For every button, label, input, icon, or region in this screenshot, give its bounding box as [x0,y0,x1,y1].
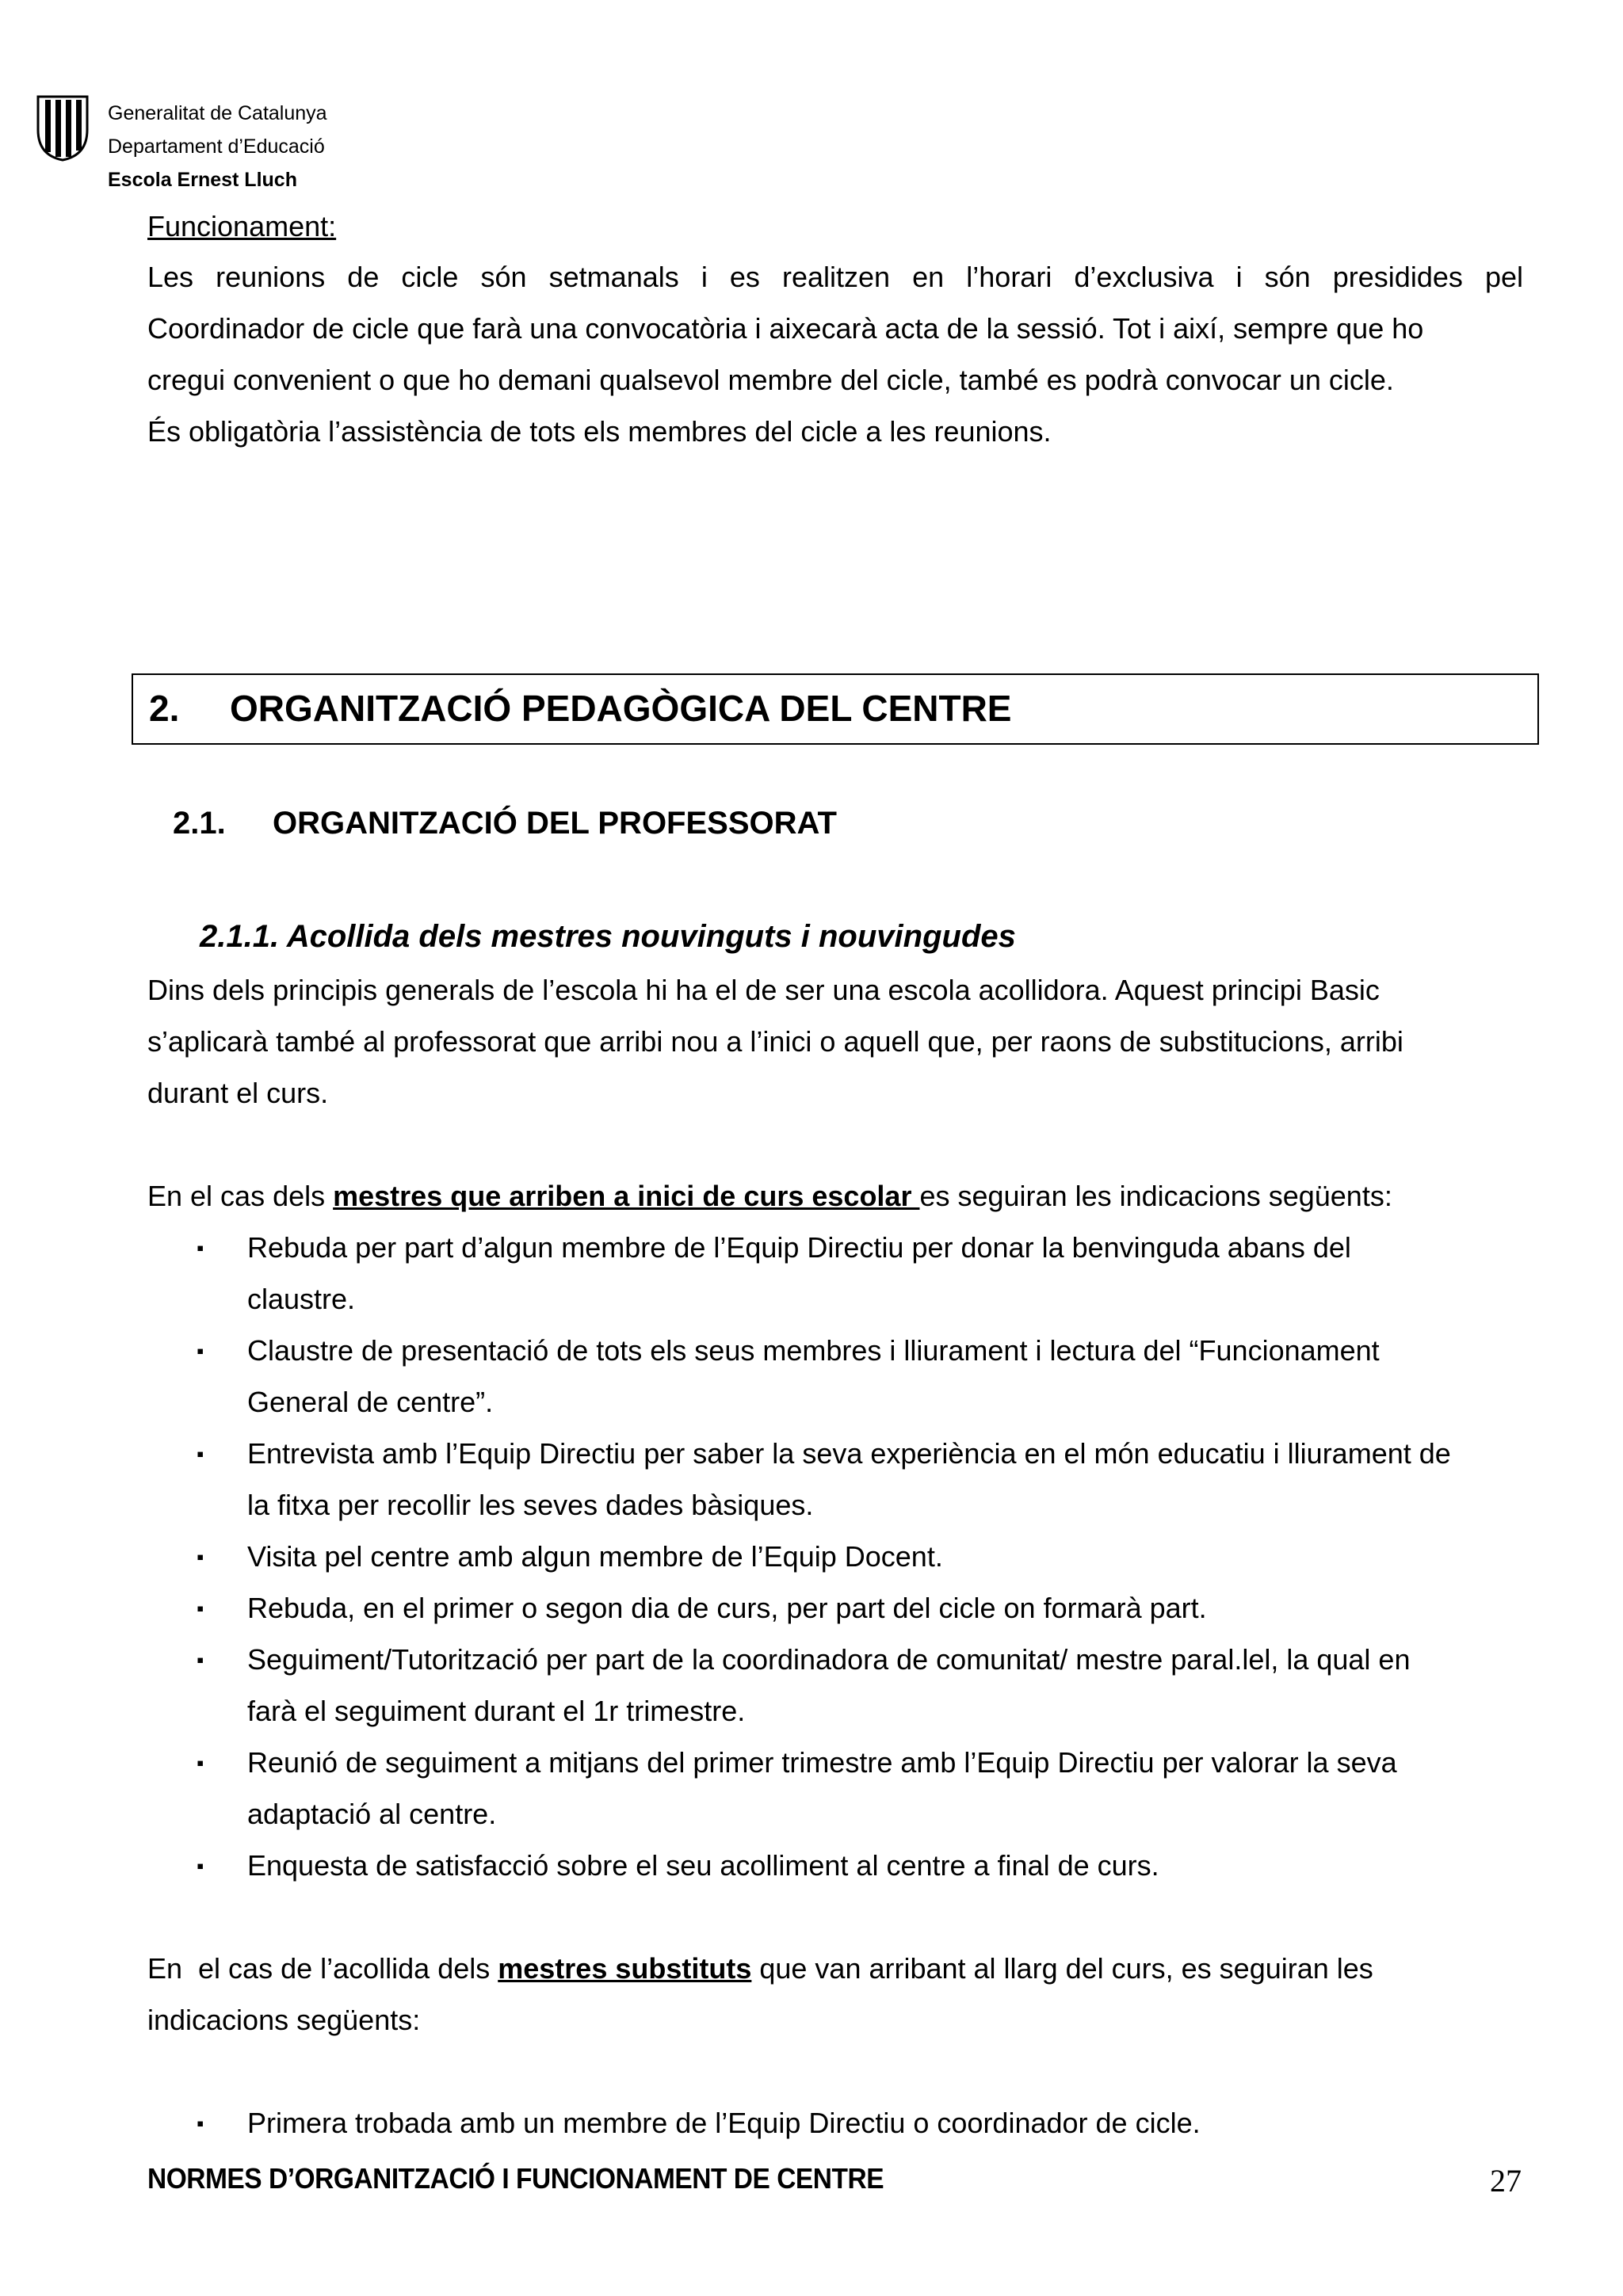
bullet-icon: ▪ [197,1236,204,1260]
funcionament-line: Les reunions de cicle són setmanals i es realitzen en l’horari d’exclusiva i són presidides pel [147,261,1523,293]
intro-line: Dins dels principis generals de l’escola hi ha el de ser una escola acollidora. Aquest principi Basic [147,974,1380,1006]
funcionament-obligatoria: És obligatòria l’assistència de tots els membres del cicle a les reunions. [147,415,1052,448]
intro-line: durant el curs. [147,1077,329,1109]
list-item-cont: General de centre”. [247,1386,494,1418]
bullet-icon: ▪ [197,1442,204,1466]
catalan-coat-of-arms-icon [35,93,90,162]
header-school-name: Escola Ernest Lluch [108,169,297,191]
substituts-intro [147,1951,1373,1986]
substituts-emphasis: mestres substituts [498,1952,752,1985]
inici-curs-post: es seguiran les indicacions següents: [919,1180,1392,1212]
header-department: Departament d’Educació [108,135,325,158]
bullet-icon: ▪ [197,1339,204,1363]
bullet-icon: ▪ [197,1854,204,1878]
subsubsection-title: 2.1.1. Acollida dels mestres nouvinguts i nouvingudes [200,919,1016,954]
substituts-post: que van arribant al llarg del curs, es seguiran les [751,1952,1373,1985]
section-heading-box [132,673,1539,745]
section-number: 2. [149,688,180,729]
funcionament-line: Coordinador de cicle que farà una convocatòria i aixecarà acta de la sessió. Tot i així, sempre que ho [147,312,1424,345]
subsection-number: 2.1. [173,806,226,841]
list-item: Enquesta de satisfacció sobre el seu acolliment al centre a final de curs. [247,1849,1159,1882]
list-item: Primera trobada amb un membre de l’Equip Directiu o coordinador de cicle. [247,2107,1201,2139]
section-title: ORGANITZACIÓ PEDAGÒGICA DEL CENTRE [230,688,1012,729]
bullet-icon: ▪ [197,1648,204,1672]
page-number: 27 [1490,2163,1522,2199]
funcionament-heading: Funcionament: [147,210,337,242]
bullet-icon: ▪ [197,1545,204,1569]
list-item: Entrevista amb l’Equip Directiu per saber la seva experiència en el món educatiu i lliurament de [247,1437,1451,1470]
header-org-name: Generalitat de Catalunya [108,102,327,124]
substituts-intro-cont: indicacions següents: [147,2004,421,2036]
list-item-cont: adaptació al centre. [247,1798,497,1830]
list-item: Claustre de presentació de tots els seus membres i lliurament i lectura del “Funcionament [247,1334,1380,1367]
list-item: Rebuda per part d’algun membre de l’Equip Directiu per donar la benvinguda abans del [247,1231,1351,1264]
bullet-icon: ▪ [197,1751,204,1775]
list-item-cont: la fitxa per recollir les seves dades bàsiques. [247,1489,814,1521]
substituts-pre: En el cas de l’acollida dels [147,1952,498,1985]
list-item: Visita pel centre amb algun membre de l’Equip Docent. [247,1540,943,1573]
bullet-icon: ▪ [197,1596,204,1620]
funcionament-line: cregui convenient o que ho demani qualsevol membre del cicle, també es podrà convocar un cicle. [147,364,1394,396]
list-item-cont: farà el seguiment durant el 1r trimestre. [247,1695,746,1727]
inici-curs-intro [147,1179,1392,1214]
subsection-title: ORGANITZACIÓ DEL PROFESSORAT [273,806,837,841]
list-item: Rebuda, en el primer o segon dia de curs, per part del cicle on formarà part. [247,1592,1207,1624]
bullet-icon: ▪ [197,2111,204,2135]
list-item-cont: claustre. [247,1283,356,1315]
list-item: Reunió de seguiment a mitjans del primer trimestre amb l’Equip Directiu per valorar la seva [247,1746,1397,1779]
inici-curs-pre: En el cas dels [147,1180,334,1212]
list-item: Seguiment/Tutorització per part de la coordinadora de comunitat/ mestre paral.lel, la qual en [247,1643,1411,1676]
inici-curs-emphasis: mestres que arriben a inici de curs escolar [333,1180,920,1212]
intro-line: s’aplicarà també al professorat que arribi nou a l’inici o aquell que, per raons de substitucions, arribi [147,1025,1403,1058]
footer-document-title: NORMES D’ORGANITZACIÓ I FUNCIONAMENT DE CENTRE [147,2162,884,2195]
